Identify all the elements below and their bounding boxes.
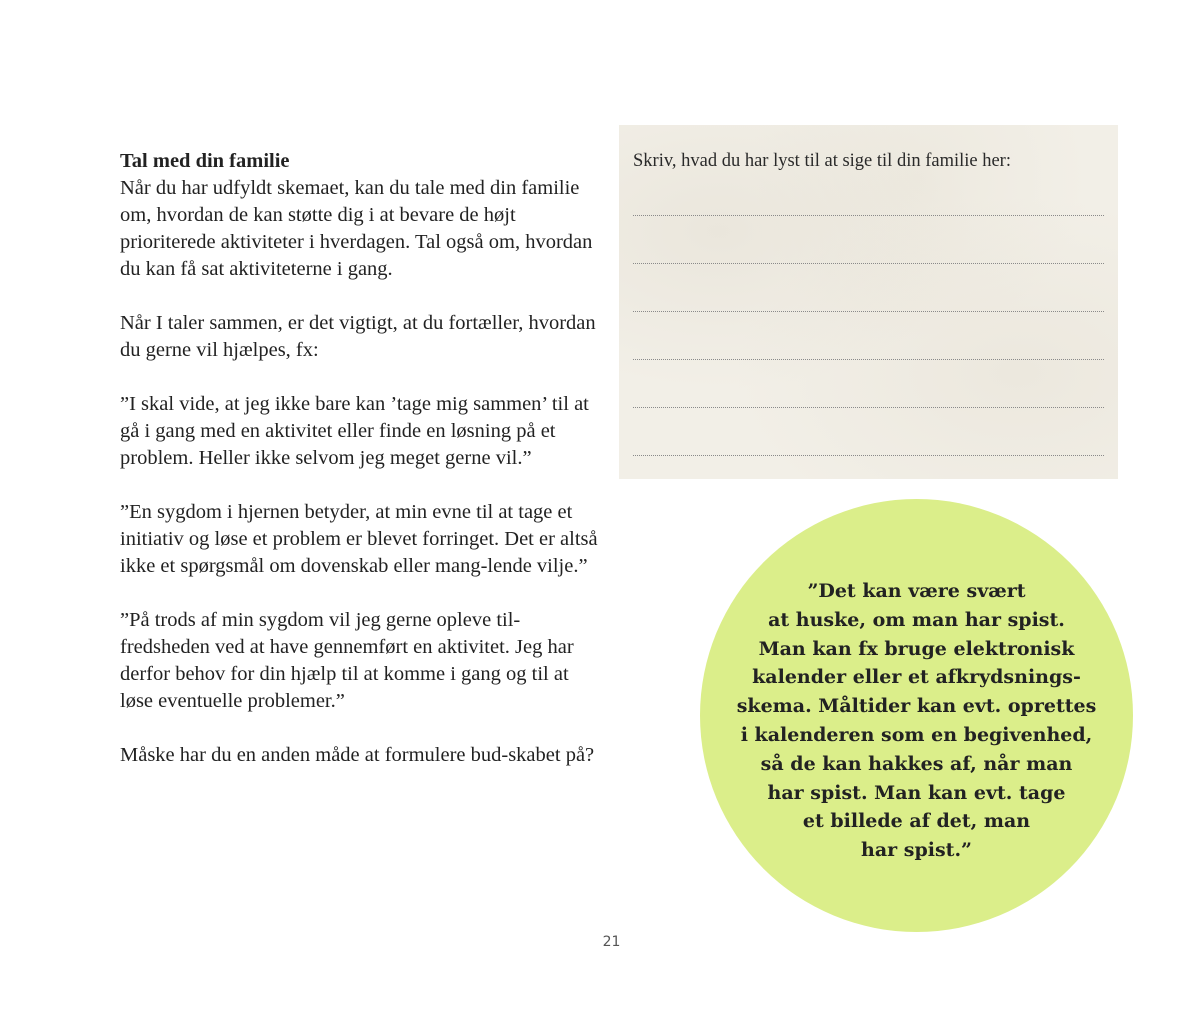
quote-paragraph-2: ”En sygdom i hjernen betyder, at min evne til at tage et initiativ og løse et problem er blevet forringet. Det er altså ikke et spørgsmål om dovenskab eller mang-lende vilje.” bbox=[120, 501, 598, 577]
closing-question: Måske har du en anden måde at formulere bud-skabet på? bbox=[120, 744, 595, 766]
writing-line[interactable] bbox=[633, 407, 1104, 408]
page-number: 21 bbox=[602, 934, 621, 950]
quote-line: skema. Måltider kan evt. oprettes bbox=[736, 695, 1097, 718]
body-paragraph-1: Når du har udfyldt skemaet, kan du tale med din familie om, hvordan de kan støtte dig i at bevare de højt prioriterede aktiviteter i hverdagen. Tal også om, hvordan du kan få sat aktiviteterne i gang. bbox=[120, 177, 593, 280]
quote-line: Man kan fx bruge elektronisk bbox=[758, 637, 1075, 660]
main-text-column bbox=[120, 148, 598, 796]
writing-line[interactable] bbox=[633, 215, 1104, 216]
body-paragraph-2: Når I taler sammen, er det vigtigt, at du fortæller, hvordan du gerne vil hjælpes, fx: bbox=[120, 312, 596, 361]
quote-line: så de kan hakkes af, når man bbox=[760, 752, 1073, 775]
writing-line[interactable] bbox=[633, 311, 1104, 312]
writing-line[interactable] bbox=[633, 455, 1104, 456]
quote-line: i kalenderen som en begivenhed, bbox=[740, 723, 1093, 746]
writing-box bbox=[619, 125, 1118, 479]
quote-line: et billede af det, man bbox=[802, 810, 1031, 833]
writing-line[interactable] bbox=[633, 359, 1104, 360]
quote-line: har spist.” bbox=[861, 839, 972, 862]
tip-quote-text bbox=[700, 577, 1133, 865]
quote-line: har spist. Man kan evt. tage bbox=[767, 781, 1066, 804]
quote-line: at huske, om man har spist. bbox=[768, 608, 1065, 631]
quote-line: kalender eller et afkrydsnings- bbox=[752, 666, 1081, 689]
quote-line: ”Det kan være svært bbox=[807, 580, 1026, 602]
quote-paragraph-1: ”I skal vide, at jeg ikke bare kan ’tage mig sammen’ til at gå i gang med en aktivitet eller finde en løsning på et problem. Heller ikke selvom jeg meget gerne vil.” bbox=[120, 393, 589, 469]
quote-paragraph-3: ”På trods af min sygdom vil jeg gerne opleve til-fredsheden ved at have gennemført en aktivitet. Jeg har derfor behov for din hjælp til at komme i gang og til at løse eventuelle problemer.” bbox=[120, 609, 574, 712]
tip-quote-circle bbox=[700, 499, 1133, 932]
section-heading: Tal med din familie bbox=[120, 150, 290, 172]
writing-prompt: Skriv, hvad du har lyst til at sige til din familie her: bbox=[633, 151, 1011, 171]
writing-line[interactable] bbox=[633, 263, 1104, 264]
